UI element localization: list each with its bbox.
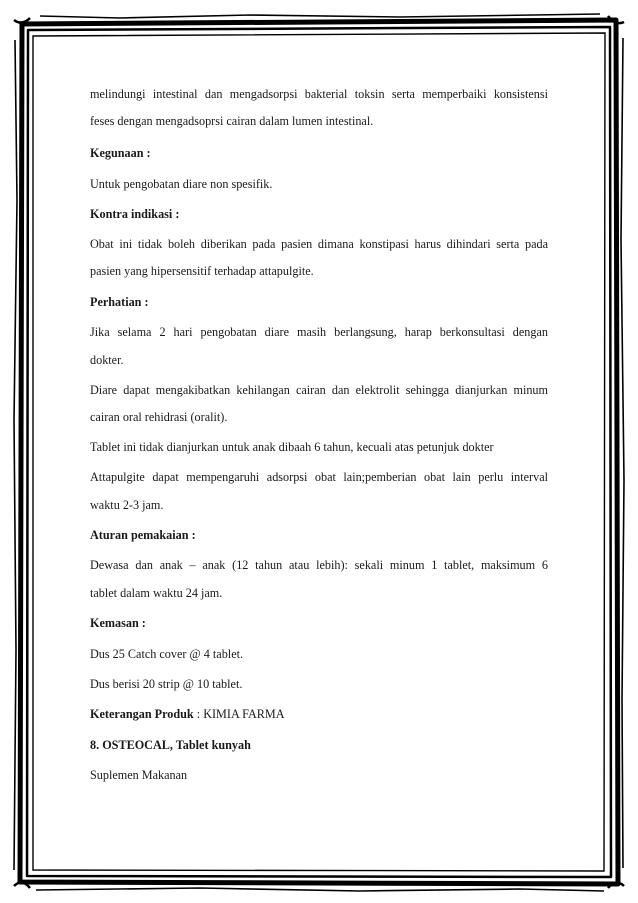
heading-text: Kemasan :: [90, 616, 146, 630]
paragraph-line: Untuk pengobatan diare non spesifik.: [90, 177, 273, 191]
heading-suffix: : KIMIA FARMA: [193, 707, 285, 721]
paragraph-line: tablet dalam waktu 24 jam.: [90, 586, 223, 600]
heading-text: Kontra indikasi :: [90, 207, 180, 221]
paragraph-line: feses dengan mengadsoprsi cairan dalam lumen intestinal.: [90, 114, 374, 128]
paragraph-line: Jika selama 2 hari pengobatan diare masih berlangsung, harap berkonsultasi dengan: [90, 325, 548, 339]
paragraph-line: Dewasa dan anak – anak (12 tahun atau lebih): sekali minum 1 tablet, maksimum 6: [90, 558, 548, 572]
paragraph-line: waktu 2-3 jam.: [90, 498, 164, 512]
paragraph-line: Diare dapat mengakibatkan kehilangan cairan dan elektrolit sehingga dianjurkan minum: [90, 383, 548, 397]
section-heading: [90, 739, 548, 751]
paragraph-line: Attapulgite dapat mempengaruhi adsorpsi obat lain;pemberian obat lain perlu interval: [90, 470, 548, 484]
section-heading: [90, 147, 548, 159]
section-heading: [90, 708, 548, 720]
paragraph-line: Suplemen Makanan: [90, 768, 188, 782]
paragraph-line: Dus 25 Catch cover @ 4 tablet.: [90, 647, 244, 661]
heading-text: Perhatian :: [90, 295, 149, 309]
paragraph-line: cairan oral rehidrasi (oralit).: [90, 410, 228, 424]
section-heading: [90, 296, 548, 308]
heading-text: 8. OSTEOCAL, Tablet kunyah: [90, 738, 251, 752]
heading-text: Kegunaan :: [90, 146, 151, 160]
heading-text: Aturan pemakaian :: [90, 528, 196, 542]
paragraph-line: Obat ini tidak boleh diberikan pada pasien dimana konstipasi harus dihindari serta pada: [90, 237, 548, 251]
paragraph-line: Tablet ini tidak dianjurkan untuk anak dibaah 6 tahun, kecuali atas petunjuk dokter: [90, 440, 494, 454]
heading-text: Keterangan Produk: [90, 707, 194, 721]
section-heading: [90, 529, 548, 541]
paragraph-line: pasien yang hipersensitif terhadap attapulgite.: [90, 264, 314, 278]
section-heading: [90, 208, 548, 220]
section-heading: [90, 617, 548, 629]
paragraph-line: dokter.: [90, 353, 124, 367]
paragraph-line: melindungi intestinal dan mengadsorpsi bakterial toksin serta memperbaiki konsistensi: [90, 87, 548, 101]
paragraph-line: Dus berisi 20 strip @ 10 tablet.: [90, 677, 243, 691]
